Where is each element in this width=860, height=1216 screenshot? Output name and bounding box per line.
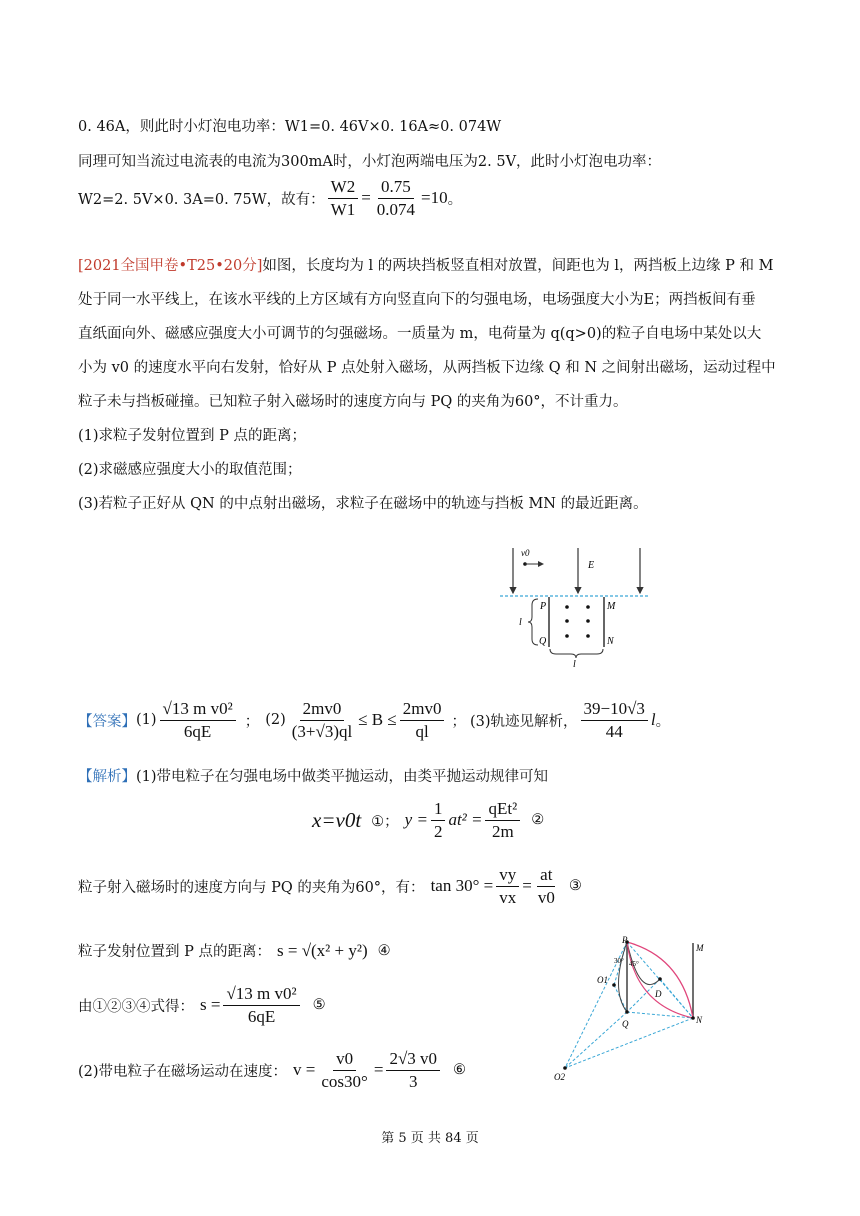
label-E: E: [588, 560, 595, 571]
svg-text:O2: O2: [554, 1072, 565, 1082]
svg-text:Q: Q: [539, 636, 547, 647]
svg-text:D: D: [655, 989, 662, 999]
svg-text:30°: 30°: [614, 957, 624, 965]
line3-prefix: W2=2. 5V×0. 3A=0. 75W，故有：: [78, 191, 325, 208]
svg-text:M: M: [607, 601, 616, 612]
svg-text:l: l: [573, 659, 576, 668]
svg-text:O1: O1: [597, 975, 608, 985]
svg-text:45°: 45°: [629, 960, 639, 968]
text-line-2: 同理可知当流过电流表的电流为300mA时，小灯泡两端电压为2. 5V，此时小灯泡电功率：: [78, 154, 662, 170]
analysis-line-3: 粒子发射位置到 P 点的距离： s = √(x² + y²) ④: [78, 940, 391, 960]
label-v0: v0: [521, 548, 530, 558]
question-3: (3)若粒子正好从 QN 的中点射出磁场，求粒子在磁场中的轨迹与挡板 MN 的最近距离。: [78, 496, 648, 512]
question-1: (1)求粒子发射位置到 P 点的距离；: [78, 428, 307, 444]
field-diagram: [500, 543, 650, 668]
svg-text:P: P: [622, 935, 628, 945]
svg-text:P: P: [540, 601, 547, 612]
ratio-fraction: $\frac{W2}{W1}$: [328, 178, 359, 219]
analysis-line-1: 【解析】(1)带电粒子在匀强电场中做类平抛运动，由类平抛运动规律可知: [78, 769, 549, 785]
problem-line-1: [2021全国甲卷•T25•20分]如图，长度均为 l 的两块挡板竖直相对放置，间距也为 l，两挡板上边缘 P 和 M: [78, 258, 774, 274]
answer-line: 【答案】 (1) $\frac{\text{√13 m v0²}}{6qE}$ ； (2) $\frac{2mv0}{(3+√3)ql}$ ≤ B ≤ $\frac{2mv0}{ql}$ ； (3)轨迹见解析， $\frac{39-10√3}{44}$ l 。: [78, 699, 671, 741]
problem-source-tag: [2021全国甲卷•T25•20分]: [78, 258, 263, 274]
answer-tag: 【答案】: [78, 713, 136, 730]
equation-1-2: x=v0t ①； y = $\frac{1}{2}$ at² = $\frac{\text{qEt²}}{2m}$ ②: [312, 799, 545, 841]
svg-text:M: M: [696, 943, 704, 953]
svg-text:Q: Q: [622, 1019, 629, 1029]
problem-line-3: 直纸面向外、磁感应强度大小可调节的匀强磁场。一质量为 m，电荷量为 q(q>0)的粒子自电场中某处以大: [78, 326, 762, 342]
answer-1-fraction: $\frac{\text{√13 m v0²}}{6qE}$: [160, 700, 236, 741]
text-line-1: 0. 46A，则此时小灯泡电功率：W1=0. 46V×0. 16A≈0. 074W: [78, 119, 502, 135]
problem-line-2: 处于同一水平线上，在该水平线的上方区域有方向竖直向下的匀强电场，电场强度大小为E；两挡板间有垂: [78, 292, 756, 308]
answer-2-lower-fraction: $\frac{2mv0}{(3+√3)ql}$: [291, 699, 353, 741]
trajectory-diagram: [550, 935, 720, 1085]
analysis-line-2: 粒子射入磁场时的速度方向与 PQ 的夹角为60°，有： tan 30° = $\frac{vy}{vx}$ = $\frac{at}{v0}$ ③: [78, 865, 582, 907]
svg-text:N: N: [696, 1015, 703, 1025]
analysis-line-5: (2)带电粒子在磁场运动在速度： v = $\frac{v0}{\cos 30^\circ}$ = $\frac{2√3 v0}{3}$ ⑥: [78, 1049, 467, 1091]
svg-text:N: N: [607, 636, 614, 647]
problem-line-5: 粒子未与挡板碰撞。已知粒子射入磁场时的速度方向与 PQ 的夹角为60°，不计重力。: [78, 394, 628, 410]
text-line-3: W2=2. 5V×0. 3A=0. 75W，故有： $\frac{W2}{W1}$ = $\frac{0.75}{0.074}$ =10 。: [78, 177, 463, 219]
question-2: (2)求磁感应强度大小的取值范围；: [78, 462, 302, 478]
answer-2-upper-fraction: $\frac{2mv0}{ql}$: [400, 700, 445, 741]
answer-3-fraction: $\frac{39-10√3}{44}$: [581, 700, 648, 741]
analysis-tag: 【解析】: [78, 769, 136, 785]
analysis-line-4: 由①②③④式得： s = $\frac{\text{√13 m v0²}}{6qE}$ ⑤: [78, 984, 326, 1026]
value-fraction: $\frac{0.75}{0.074}$: [376, 177, 416, 219]
page-footer: 第 5 页 共 84 页: [381, 1131, 479, 1146]
problem-line-4: 小为 v0 的速度水平向右发射，恰好从 P 点处射入磁场，从两挡板下边缘 Q 和 N 之间射出磁场，运动过程中: [78, 360, 776, 376]
svg-text:l: l: [519, 617, 522, 628]
